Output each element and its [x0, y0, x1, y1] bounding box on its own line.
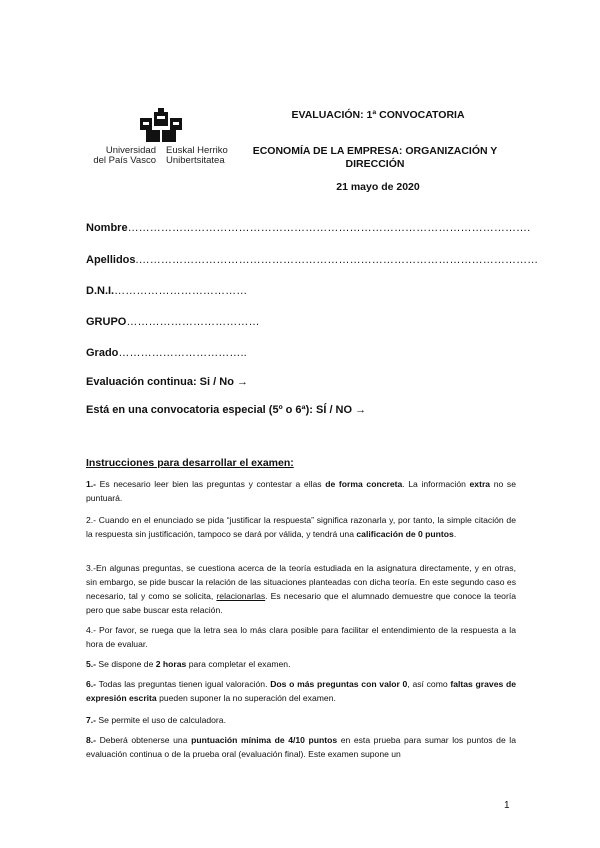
logo-text-spanish: Universidad del País Vasco: [93, 145, 156, 166]
course-title: ECONOMÍA DE LA EMPRESA: ORGANIZACIÓN Y DIRECCIÓN: [252, 145, 498, 170]
name-field[interactable]: [86, 222, 530, 234]
name-dots: ……………………………………………………………………………………………….: [127, 222, 531, 234]
name-label: Nombre: [86, 222, 128, 234]
dni-field[interactable]: [86, 285, 247, 297]
surname-label: Apellidos: [86, 254, 136, 266]
surname-field[interactable]: [86, 254, 538, 266]
instruction-5: 5.- Se dispone de 2 horas para completar el examen.: [86, 659, 291, 669]
group-field[interactable]: [86, 316, 260, 328]
instruction-1: 1.- Es necesario leer bien las preguntas y contestar a ellas de forma concreta. La información extra no se puntuará.: [86, 479, 516, 503]
continuous-evaluation-field[interactable]: Evaluación continua: Si / No →: [86, 376, 248, 388]
special-call-field[interactable]: Está en una convocatoria especial (5º o 6ª): SÍ / NO →: [86, 404, 367, 416]
degree-field[interactable]: [86, 347, 247, 359]
instruction-3: 3.-En algunas preguntas, se cuestiona acerca de la teoría estudiada en la asignatura directamente, y en otras, sin embargo, se pide buscar la relación de las situaciones planteadas con dicha teoría. En este segundo caso es necesario, tal y como se solicita, relacionarlas. Es necesario que el alumnado demuestre que conoce la teoría pero que sabe buscar esta relación.: [86, 563, 516, 615]
ehu-logo-icon: [140, 108, 182, 142]
surname-dots: .………………………………………………………………………………………………: [135, 254, 539, 266]
instruction-2: 2.- Cuando en el enunciado se pida “justificar la respuesta” significa razonarla y, por tanto, la simple citación de la respuesta sin justificación, tampoco se dará por válida, y tendrá una calificación de 0 puntos.: [86, 515, 516, 539]
instructions-title: Instrucciones para desarrollar el examen:: [86, 457, 294, 469]
instruction-4: 4.- Por favor, se ruega que la letra sea lo más clara posible para facilitar el entendimiento de la respuesta a la hora de evaluar.: [86, 625, 516, 649]
instruction-8: 8.- Deberá obtenerse una puntuación mínima de 4/10 puntos en esta prueba para sumar los puntos de la evaluación continua o de la prueba oral (evaluación final). Este examen supone un: [86, 735, 516, 759]
dni-dots: ………………………………: [114, 285, 248, 297]
group-label: GRUPO: [86, 316, 127, 328]
instruction-7: 7.- Se permite el uso de calculadora.: [86, 715, 226, 725]
degree-label: Grado: [86, 347, 119, 359]
degree-dots: ……………………………..: [118, 347, 247, 359]
logo-text-basque: Euskal Herriko Unibertsitatea: [166, 145, 228, 166]
page-number: 1: [504, 800, 510, 811]
exam-date: 21 mayo de 2020: [336, 181, 420, 193]
exam-call-title: EVALUACIÓN: 1ª CONVOCATORIA: [291, 109, 465, 121]
university-logo: [92, 108, 232, 170]
group-dots: ………………………………: [126, 316, 260, 328]
dni-label: D.N.I.: [86, 285, 115, 297]
instruction-6: 6.- Todas las preguntas tienen igual valoración. Dos o más preguntas con valor 0, así como faltas graves de expresión escrita pueden suponer la no superación del examen.: [86, 679, 517, 703]
